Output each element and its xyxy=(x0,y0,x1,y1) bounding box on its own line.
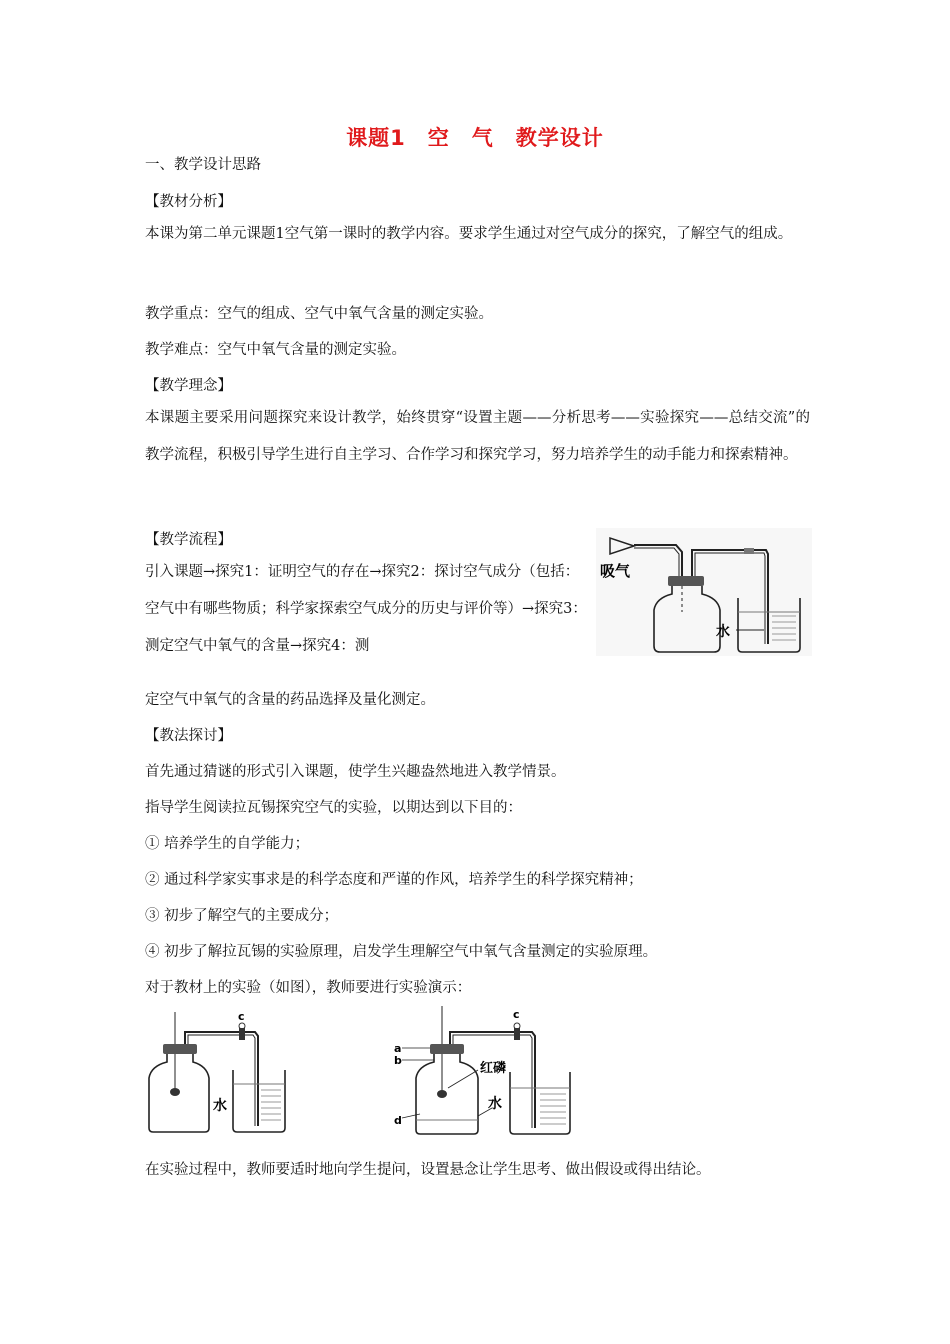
water-label: 水 xyxy=(213,1098,227,1114)
label-a: a xyxy=(394,1042,402,1055)
label-b: b xyxy=(394,1054,402,1067)
goal-item: ② 通过科学家实事求是的科学态度和严谨的作风，培养学生的科学探究精神； xyxy=(145,872,643,888)
heading-idea: 【教学理念】 xyxy=(145,378,232,394)
suction-apparatus-figure xyxy=(596,528,812,656)
oxygen-measurement-apparatus-left xyxy=(145,1008,287,1136)
idea-paragraph: 本课题主要采用问题探究来设计教学，始终贯穿“设置主题——分析思考——实验探究——总结交流”的教学流程，积极引导学生进行自主学习、合作学习和探究学习，努力培养学生的动手能力和探索精神。 xyxy=(145,410,810,463)
goal-item: ④ 初步了解拉瓦锡的实验原理，启发学生理解空气中氧气含量测定的实验原理。 xyxy=(145,944,658,960)
key-point: 教学重点：空气的组成、空气中氧气含量的测定实验。 xyxy=(145,306,493,322)
goal-item: ③ 初步了解空气的主要成分； xyxy=(145,908,339,924)
suck-air-label: 吸气 xyxy=(600,562,631,580)
method-paragraph-1: 首先通过猜谜的形式引入课题，使学生兴趣盎然地进入教学情景。 xyxy=(145,764,566,780)
goal-item: ① 培养学生的自学能力； xyxy=(145,836,310,852)
method-paragraph-2: 指导学生阅读拉瓦锡探究空气的实验，以期达到以下目的： xyxy=(145,800,522,816)
heading-analysis: 【教材分析】 xyxy=(145,194,232,210)
difficult-point: 教学难点：空气中氧气含量的测定实验。 xyxy=(145,342,406,358)
section-heading: 一、教学设计思路 xyxy=(145,157,261,173)
heading-flow: 【教学流程】 xyxy=(145,532,232,548)
closing-paragraph: 在实验过程中，教师要适时地向学生提问，设置悬念让学生思考、做出假设或得出结论。 xyxy=(145,1162,711,1178)
water-label: 水 xyxy=(488,1096,502,1112)
red-phosphorus-label: 红磷 xyxy=(480,1061,507,1076)
flow-paragraph: 引入课题→探究1：证明空气的存在→探究2：探讨空气成分（包括：空气中有哪些物质；科学家探索空气成分的历史与评价等）→探究3：测定空气中氧气的含量→探究4：测 xyxy=(145,564,587,654)
heading-method: 【教法探讨】 xyxy=(145,728,232,744)
oxygen-measurement-apparatus-right xyxy=(392,1004,574,1138)
clamp-label: c xyxy=(238,1010,245,1023)
clamp-label: c xyxy=(513,1008,520,1021)
page-title: 课题1 空 气 教学设计 xyxy=(346,126,604,150)
demo-intro: 对于教材上的实验（如图），教师要进行实验演示： xyxy=(145,980,472,996)
water-label: 水 xyxy=(716,624,730,640)
analysis-paragraph: 本课为第二单元课题1空气第一课时的教学内容。要求学生通过对空气成分的探究，了解空气的组成。 xyxy=(145,226,793,242)
label-d: d xyxy=(394,1114,402,1127)
flow-paragraph-end: 定空气中氧气的含量的药品选择及量化测定。 xyxy=(145,692,435,708)
